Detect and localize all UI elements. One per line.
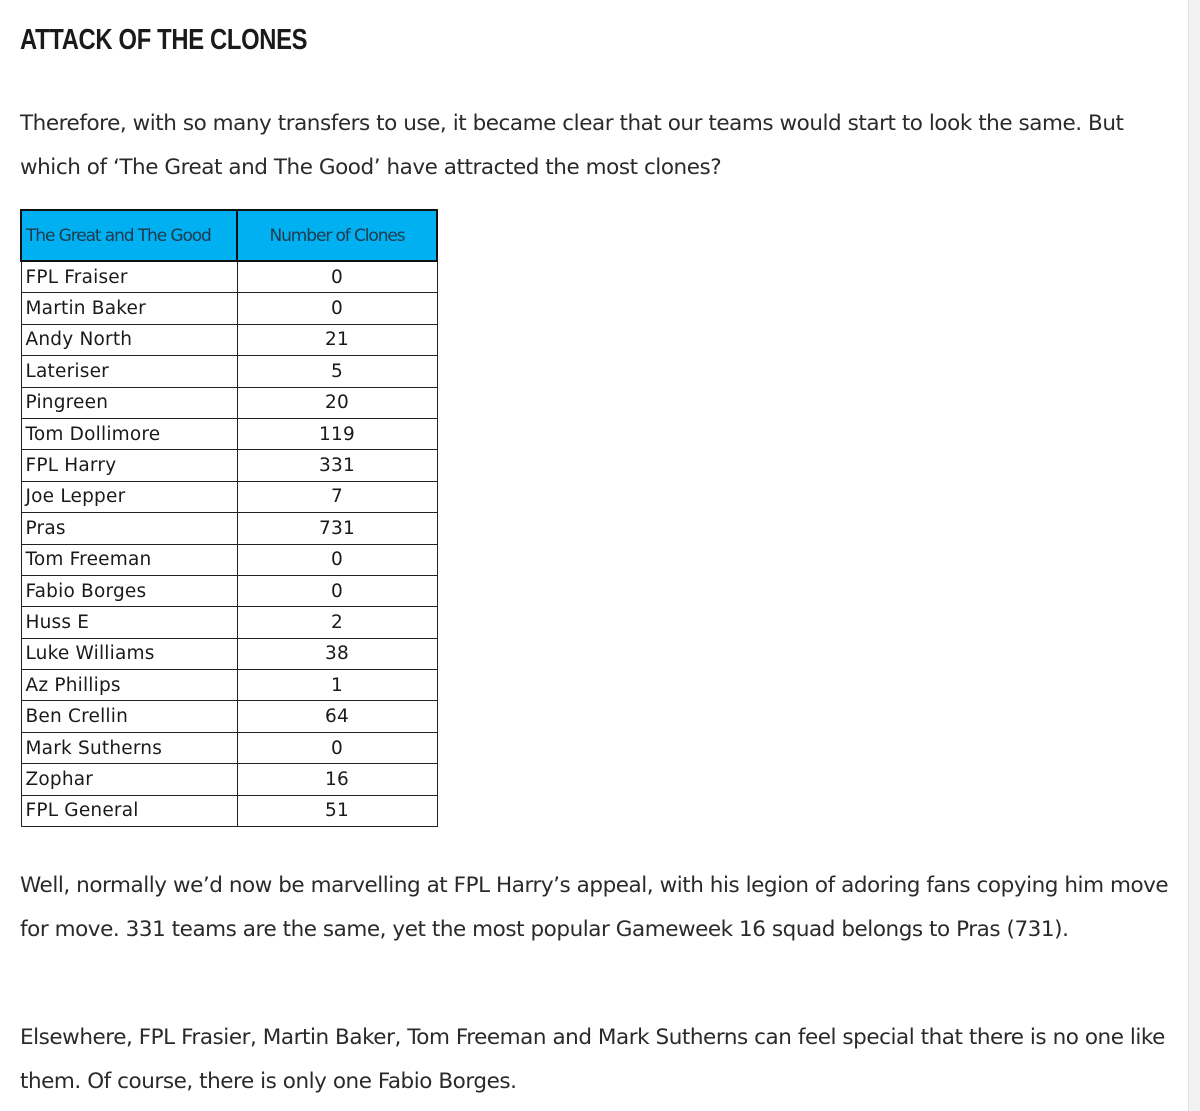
section-heading: ATTACK OF THE CLONES (20, 24, 308, 56)
clone-count-cell: 2 (237, 607, 437, 638)
closing-paragraph: Elsewhere, FPL Frasier, Martin Baker, Tom Freeman and Mark Sutherns can feel special that there is no one like them. Of course, there is only one Fabio Borges. (20, 1025, 1165, 1094)
clone-count-cell: 331 (237, 450, 437, 481)
table-row (21, 356, 437, 387)
table-row (21, 481, 437, 512)
manager-name-cell: Pras (21, 513, 237, 544)
table-row (21, 638, 437, 669)
table-row (21, 732, 437, 763)
manager-name-cell: Joe Lepper (21, 481, 237, 512)
table-row (21, 261, 437, 293)
clone-count-cell: 0 (237, 575, 437, 606)
manager-name-cell: FPL Harry (21, 450, 237, 481)
manager-name-cell: Mark Sutherns (21, 732, 237, 763)
clone-count-cell: 0 (237, 261, 437, 293)
column-header-name: The Great and The Good (21, 210, 237, 261)
intro-paragraph: Therefore, with so many transfers to use, it became clear that our teams would start to look the same. But which of ‘The Great and The Good’ have attracted the most clones? (20, 111, 1124, 180)
clone-count-cell: 0 (237, 293, 437, 324)
page-scrollbar[interactable] (1188, 0, 1200, 1111)
analysis-paragraph: Well, normally we’d now be marvelling at FPL Harry’s appeal, with his legion of adoring fans copying him move for move. 331 teams are the same, yet the most popular Gameweek 16 squad belongs to Pras (731). (20, 873, 1169, 942)
clone-count-cell: 7 (237, 481, 437, 512)
manager-name-cell: FPL General (21, 795, 237, 826)
clone-count-cell: 20 (237, 387, 437, 418)
table-row (21, 544, 437, 575)
clone-count-cell: 21 (237, 324, 437, 355)
column-header-clones: Number of Clones (237, 210, 437, 261)
manager-name-cell: Pingreen (21, 387, 237, 418)
manager-name-cell: Luke Williams (21, 638, 237, 669)
table-row (21, 701, 437, 732)
table-row (21, 795, 437, 826)
table-row (21, 418, 437, 449)
manager-name-cell: Az Phillips (21, 670, 237, 701)
table-row (21, 513, 437, 544)
manager-name-cell: FPL Fraiser (21, 261, 237, 293)
table-header-row (21, 210, 437, 261)
table-row (21, 293, 437, 324)
manager-name-cell: Ben Crellin (21, 701, 237, 732)
clone-count-cell: 0 (237, 732, 437, 763)
table-row (21, 387, 437, 418)
table-row (21, 764, 437, 795)
table-row (21, 575, 437, 606)
table-row (21, 670, 437, 701)
manager-name-cell: Andy North (21, 324, 237, 355)
clone-count-cell: 731 (237, 513, 437, 544)
manager-name-cell: Tom Dollimore (21, 418, 237, 449)
manager-name-cell: Tom Freeman (21, 544, 237, 575)
manager-name-cell: Fabio Borges (21, 575, 237, 606)
clone-count-cell: 51 (237, 795, 437, 826)
manager-name-cell: Zophar (21, 764, 237, 795)
table-row (21, 450, 437, 481)
clone-count-cell: 64 (237, 701, 437, 732)
clone-count-cell: 0 (237, 544, 437, 575)
manager-name-cell: Martin Baker (21, 293, 237, 324)
clone-count-cell: 38 (237, 638, 437, 669)
table-body (21, 261, 437, 827)
clone-count-cell: 119 (237, 418, 437, 449)
manager-name-cell: Huss E (21, 607, 237, 638)
clone-count-cell: 16 (237, 764, 437, 795)
table-row (21, 607, 437, 638)
table-row (21, 324, 437, 355)
clones-table (20, 209, 438, 827)
clone-count-cell: 5 (237, 356, 437, 387)
clone-count-cell: 1 (237, 670, 437, 701)
manager-name-cell: Lateriser (21, 356, 237, 387)
